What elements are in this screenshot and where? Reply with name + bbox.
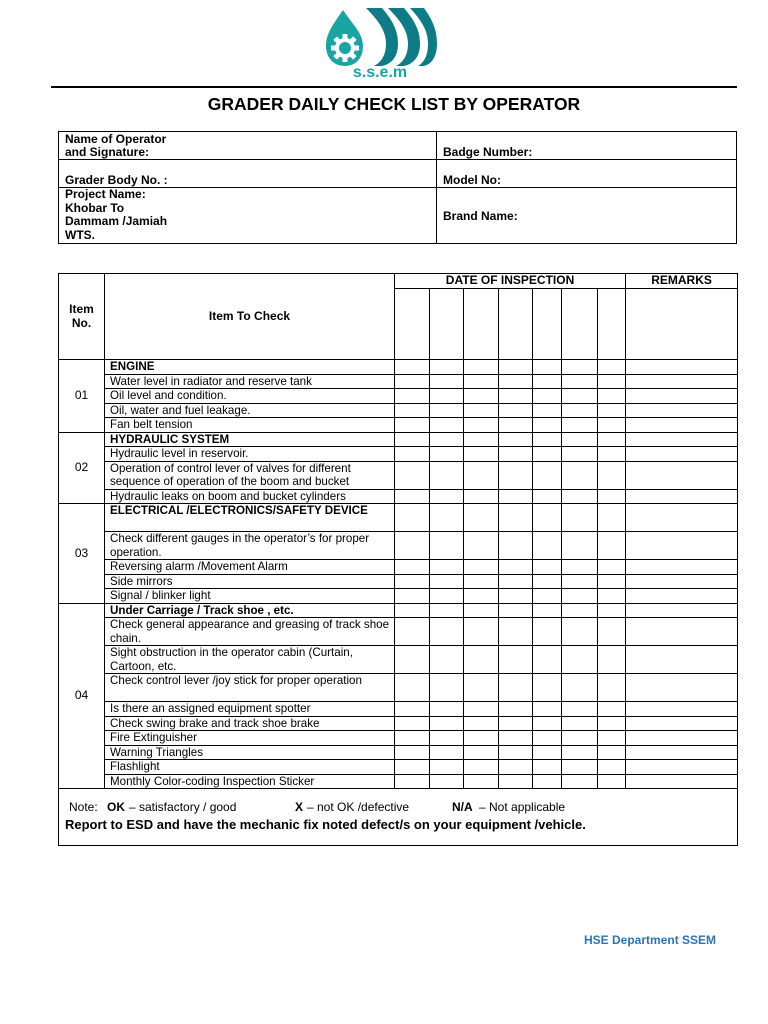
date-check-cell[interactable] xyxy=(430,618,464,646)
item-to-check-header: Item To Check xyxy=(105,274,395,360)
date-check-cell[interactable] xyxy=(499,461,533,489)
check-item: Reversing alarm /Movement Alarm xyxy=(105,560,395,575)
date-check-cell[interactable] xyxy=(499,504,533,532)
badge-number-cell[interactable] xyxy=(437,132,737,160)
checklist-row xyxy=(59,504,738,532)
section-heading: HYDRAULIC SYSTEM xyxy=(105,432,395,447)
check-item: Monthly Color-coding Inspection Sticker xyxy=(105,774,395,789)
date-check-cell[interactable] xyxy=(499,374,533,389)
date-cell[interactable] xyxy=(598,289,626,360)
date-check-cell[interactable] xyxy=(464,418,499,433)
date-check-cell[interactable] xyxy=(598,403,626,418)
checklist-row xyxy=(59,646,738,674)
date-cell[interactable] xyxy=(464,289,499,360)
date-check-cell[interactable] xyxy=(464,674,499,702)
date-check-cell[interactable] xyxy=(395,360,430,375)
remarks-cell[interactable] xyxy=(626,760,738,775)
date-check-cell[interactable] xyxy=(464,716,499,731)
checklist-row xyxy=(59,618,738,646)
date-check-cell[interactable] xyxy=(533,589,562,604)
checklist-row xyxy=(59,403,738,418)
checklist-row xyxy=(59,760,738,775)
date-check-cell[interactable] xyxy=(533,432,562,447)
date-check-cell[interactable] xyxy=(395,603,430,618)
remarks-cell[interactable] xyxy=(626,702,738,717)
report-instruction: Report to ESD and have the mechanic fix noted defect/s on your equipment /vehicle. xyxy=(65,817,586,832)
date-check-cell[interactable] xyxy=(430,716,464,731)
remarks-cell[interactable] xyxy=(626,646,738,674)
check-item: Sight obstruction in the operator cabin (Curtain, Cartoon, etc. xyxy=(105,646,395,674)
section-heading: ENGINE xyxy=(105,360,395,375)
remarks-cell[interactable] xyxy=(626,360,738,375)
date-check-cell[interactable] xyxy=(562,489,598,504)
date-check-cell[interactable] xyxy=(598,389,626,404)
page-title: GRADER DAILY CHECK LIST BY OPERATOR xyxy=(207,94,581,114)
date-check-cell[interactable] xyxy=(395,716,430,731)
date-check-cell[interactable] xyxy=(499,603,533,618)
remarks-cell[interactable] xyxy=(626,461,738,489)
date-check-cell[interactable] xyxy=(562,702,598,717)
date-check-cell[interactable] xyxy=(598,360,626,375)
date-check-cell[interactable] xyxy=(499,774,533,789)
body-no-label: Grader Body No. : xyxy=(65,173,168,187)
date-check-cell[interactable] xyxy=(533,716,562,731)
date-check-cell[interactable] xyxy=(430,560,464,575)
date-check-cell[interactable] xyxy=(499,447,533,462)
date-check-cell[interactable] xyxy=(395,618,430,646)
checklist-row xyxy=(59,461,738,489)
date-check-cell[interactable] xyxy=(562,532,598,560)
note-label: Note: xyxy=(69,800,98,814)
date-check-cell[interactable] xyxy=(464,574,499,589)
checklist-row xyxy=(59,374,738,389)
checklist-row xyxy=(59,574,738,589)
date-check-cell[interactable] xyxy=(598,489,626,504)
date-check-cell[interactable] xyxy=(598,702,626,717)
date-check-cell[interactable] xyxy=(464,447,499,462)
date-check-cell[interactable] xyxy=(499,403,533,418)
date-check-cell[interactable] xyxy=(598,674,626,702)
section-number: 04 xyxy=(59,603,105,789)
remarks-cell[interactable] xyxy=(626,532,738,560)
date-cell[interactable] xyxy=(430,289,464,360)
date-check-cell[interactable] xyxy=(430,760,464,775)
date-check-cell[interactable] xyxy=(395,589,430,604)
checklist-row xyxy=(59,489,738,504)
date-check-cell[interactable] xyxy=(464,774,499,789)
date-check-cell[interactable] xyxy=(499,560,533,575)
remarks-cell[interactable] xyxy=(626,289,738,360)
date-check-cell[interactable] xyxy=(430,489,464,504)
date-check-cell[interactable] xyxy=(499,702,533,717)
check-item: Water level in radiator and reserve tank xyxy=(105,374,395,389)
date-check-cell[interactable] xyxy=(562,589,598,604)
project-line: WTS. xyxy=(65,227,95,242)
date-check-cell[interactable] xyxy=(533,774,562,789)
date-check-cell[interactable] xyxy=(430,702,464,717)
date-check-cell[interactable] xyxy=(464,745,499,760)
date-check-cell[interactable] xyxy=(499,532,533,560)
date-check-cell[interactable] xyxy=(562,716,598,731)
date-check-cell[interactable] xyxy=(395,504,430,532)
date-check-cell[interactable] xyxy=(499,731,533,746)
date-check-cell[interactable] xyxy=(533,731,562,746)
date-check-cell[interactable] xyxy=(395,674,430,702)
date-check-cell[interactable] xyxy=(533,560,562,575)
date-check-cell[interactable] xyxy=(499,432,533,447)
date-check-cell[interactable] xyxy=(499,716,533,731)
remarks-cell[interactable] xyxy=(626,603,738,618)
model-no-cell[interactable] xyxy=(437,160,737,188)
section-number: 02 xyxy=(59,432,105,504)
remarks-cell[interactable] xyxy=(626,403,738,418)
date-cell[interactable] xyxy=(562,289,598,360)
date-check-cell[interactable] xyxy=(395,774,430,789)
date-check-cell[interactable] xyxy=(499,589,533,604)
date-check-cell[interactable] xyxy=(499,760,533,775)
badge-number-label: Badge Number: xyxy=(443,145,533,159)
date-check-cell[interactable] xyxy=(499,418,533,433)
checklist-row xyxy=(59,447,738,462)
date-check-cell[interactable] xyxy=(598,589,626,604)
date-check-cell[interactable] xyxy=(562,574,598,589)
date-check-cell[interactable] xyxy=(598,418,626,433)
date-check-cell[interactable] xyxy=(598,574,626,589)
date-check-cell[interactable] xyxy=(533,574,562,589)
date-check-cell[interactable] xyxy=(430,532,464,560)
remarks-header: REMARKS xyxy=(626,274,738,289)
date-check-cell[interactable] xyxy=(430,731,464,746)
date-check-cell[interactable] xyxy=(533,504,562,532)
date-check-cell[interactable] xyxy=(562,774,598,789)
date-check-cell[interactable] xyxy=(499,646,533,674)
date-check-cell[interactable] xyxy=(562,731,598,746)
date-check-cell[interactable] xyxy=(430,461,464,489)
date-check-cell[interactable] xyxy=(499,489,533,504)
date-check-cell[interactable] xyxy=(562,360,598,375)
date-check-cell[interactable] xyxy=(562,603,598,618)
date-check-cell[interactable] xyxy=(562,504,598,532)
check-item: Oil level and condition. xyxy=(105,389,395,404)
date-check-cell[interactable] xyxy=(533,374,562,389)
date-check-cell[interactable] xyxy=(395,418,430,433)
project-line: Khobar To xyxy=(65,200,125,215)
date-of-inspection-header: DATE OF INSPECTION xyxy=(395,274,626,289)
remarks-cell[interactable] xyxy=(626,447,738,462)
date-check-cell[interactable] xyxy=(598,774,626,789)
checklist-row xyxy=(59,432,738,447)
date-check-cell[interactable] xyxy=(430,389,464,404)
date-check-cell[interactable] xyxy=(562,432,598,447)
date-check-cell[interactable] xyxy=(533,461,562,489)
checklist-row xyxy=(59,716,738,731)
date-check-cell[interactable] xyxy=(562,403,598,418)
remarks-cell[interactable] xyxy=(626,432,738,447)
remarks-cell[interactable] xyxy=(626,560,738,575)
check-item: Oil, water and fuel leakage. xyxy=(105,403,395,418)
date-check-cell[interactable] xyxy=(395,532,430,560)
na-key: N/A xyxy=(452,800,473,814)
date-cell[interactable] xyxy=(499,289,533,360)
model-no-label: Model No: xyxy=(443,173,501,187)
remarks-cell[interactable] xyxy=(626,674,738,702)
date-check-cell[interactable] xyxy=(430,374,464,389)
date-check-cell[interactable] xyxy=(598,560,626,575)
date-check-cell[interactable] xyxy=(533,646,562,674)
date-check-cell[interactable] xyxy=(395,432,430,447)
date-check-cell[interactable] xyxy=(499,745,533,760)
date-check-cell[interactable] xyxy=(464,461,499,489)
legend-line xyxy=(59,789,737,814)
check-item: Check control lever /joy stick for proper operation xyxy=(105,674,395,702)
section-number: 01 xyxy=(59,360,105,433)
date-check-cell[interactable] xyxy=(464,560,499,575)
header-rule xyxy=(51,86,737,88)
date-check-cell[interactable] xyxy=(464,489,499,504)
date-check-cell[interactable] xyxy=(430,745,464,760)
date-check-cell[interactable] xyxy=(395,489,430,504)
footer-department: HSE Department SSEM xyxy=(584,933,717,947)
checklist-row xyxy=(59,389,738,404)
date-cell[interactable] xyxy=(395,289,430,360)
checklist-row xyxy=(59,745,738,760)
date-check-cell[interactable] xyxy=(562,745,598,760)
date-cell[interactable] xyxy=(533,289,562,360)
date-check-cell[interactable] xyxy=(395,646,430,674)
date-check-cell[interactable] xyxy=(430,432,464,447)
date-check-cell[interactable] xyxy=(598,374,626,389)
check-item: Check general appearance and greasing of track shoe chain. xyxy=(105,618,395,646)
date-check-cell[interactable] xyxy=(464,532,499,560)
operator-label-line1: Name of Operator xyxy=(65,132,167,146)
date-check-cell[interactable] xyxy=(499,389,533,404)
item-no-header: Item No. xyxy=(59,274,105,360)
date-check-cell[interactable] xyxy=(533,702,562,717)
date-check-cell[interactable] xyxy=(533,447,562,462)
check-item: Check swing brake and track shoe brake xyxy=(105,716,395,731)
date-check-cell[interactable] xyxy=(533,760,562,775)
date-check-cell[interactable] xyxy=(598,504,626,532)
check-item: Hydraulic level in reservoir. xyxy=(105,447,395,462)
date-check-cell[interactable] xyxy=(395,702,430,717)
check-item: Signal / blinker light xyxy=(105,589,395,604)
section-heading: ELECTRICAL /ELECTRONICS/SAFETY DEVICE xyxy=(105,504,395,532)
date-check-cell[interactable] xyxy=(598,760,626,775)
check-item: Check different gauges in the operator’s for proper operation. xyxy=(105,532,395,560)
remarks-cell[interactable] xyxy=(626,774,738,789)
check-item: Warning Triangles xyxy=(105,745,395,760)
date-check-cell[interactable] xyxy=(598,618,626,646)
checklist-row xyxy=(59,360,738,375)
check-item: Is there an assigned equipment spotter xyxy=(105,702,395,717)
date-check-cell[interactable] xyxy=(533,403,562,418)
check-item: Fan belt tension xyxy=(105,418,395,433)
brand-name-label: Brand Name: xyxy=(443,208,518,223)
date-check-cell[interactable] xyxy=(533,745,562,760)
section-heading: Under Carriage / Track shoe , etc. xyxy=(105,603,395,618)
date-check-cell[interactable] xyxy=(533,532,562,560)
date-check-cell[interactable] xyxy=(395,745,430,760)
date-check-cell[interactable] xyxy=(598,646,626,674)
remarks-cell[interactable] xyxy=(626,589,738,604)
checklist-row xyxy=(59,674,738,702)
date-check-cell[interactable] xyxy=(598,432,626,447)
remarks-cell[interactable] xyxy=(626,731,738,746)
date-check-cell[interactable] xyxy=(598,716,626,731)
date-check-cell[interactable] xyxy=(430,360,464,375)
project-line: Dammam /Jamiah xyxy=(65,214,168,228)
date-check-cell[interactable] xyxy=(430,674,464,702)
date-check-cell[interactable] xyxy=(562,674,598,702)
logo-text: s.s.e.m xyxy=(352,64,408,81)
date-check-cell[interactable] xyxy=(598,447,626,462)
date-check-cell[interactable] xyxy=(533,418,562,433)
date-check-cell[interactable] xyxy=(464,403,499,418)
date-check-cell[interactable] xyxy=(533,489,562,504)
remarks-cell[interactable] xyxy=(626,489,738,504)
date-check-cell[interactable] xyxy=(562,646,598,674)
date-check-cell[interactable] xyxy=(464,589,499,604)
remarks-cell[interactable] xyxy=(626,504,738,532)
date-check-cell[interactable] xyxy=(464,389,499,404)
remarks-cell[interactable] xyxy=(626,618,738,646)
check-item: Hydraulic leaks on boom and bucket cylinders xyxy=(105,489,395,504)
x-text: – not OK /defective xyxy=(307,800,410,814)
date-check-cell[interactable] xyxy=(598,461,626,489)
date-check-cell[interactable] xyxy=(464,646,499,674)
date-check-cell[interactable] xyxy=(464,374,499,389)
checklist-row xyxy=(59,731,738,746)
date-check-cell[interactable] xyxy=(430,603,464,618)
date-check-cell[interactable] xyxy=(598,745,626,760)
date-check-cell[interactable] xyxy=(464,702,499,717)
date-check-cell[interactable] xyxy=(499,360,533,375)
date-check-cell[interactable] xyxy=(562,374,598,389)
remarks-cell[interactable] xyxy=(626,389,738,404)
date-check-cell[interactable] xyxy=(430,403,464,418)
date-check-cell[interactable] xyxy=(464,760,499,775)
na-text: – Not applicable xyxy=(479,800,566,814)
date-check-cell[interactable] xyxy=(533,389,562,404)
checklist-row xyxy=(59,418,738,433)
project-name-cell[interactable] xyxy=(59,188,437,244)
date-check-cell[interactable] xyxy=(395,574,430,589)
remarks-cell[interactable] xyxy=(626,716,738,731)
date-check-cell[interactable] xyxy=(464,432,499,447)
checklist-row xyxy=(59,603,738,618)
operator-info-table xyxy=(58,131,737,244)
date-check-cell[interactable] xyxy=(395,447,430,462)
date-check-cell[interactable] xyxy=(598,731,626,746)
date-check-cell[interactable] xyxy=(430,447,464,462)
date-check-cell[interactable] xyxy=(533,618,562,646)
date-check-cell[interactable] xyxy=(464,618,499,646)
date-check-cell[interactable] xyxy=(395,461,430,489)
date-check-cell[interactable] xyxy=(499,618,533,646)
date-check-cell[interactable] xyxy=(395,374,430,389)
remarks-cell[interactable] xyxy=(626,574,738,589)
date-check-cell[interactable] xyxy=(464,603,499,618)
date-check-cell[interactable] xyxy=(395,731,430,746)
date-check-cell[interactable] xyxy=(562,560,598,575)
section-number: 03 xyxy=(59,504,105,604)
project-line: Project Name: xyxy=(65,187,146,201)
checklist-row xyxy=(59,560,738,575)
remarks-cell[interactable] xyxy=(626,418,738,433)
date-check-cell[interactable] xyxy=(562,418,598,433)
date-check-cell[interactable] xyxy=(598,603,626,618)
date-check-cell[interactable] xyxy=(395,389,430,404)
date-check-cell[interactable] xyxy=(562,461,598,489)
checklist-row xyxy=(59,702,738,717)
check-item: Fire Extinguisher xyxy=(105,731,395,746)
date-check-cell[interactable] xyxy=(562,389,598,404)
checklist-row xyxy=(59,589,738,604)
legend-note xyxy=(59,789,738,846)
date-check-cell[interactable] xyxy=(562,618,598,646)
date-check-cell[interactable] xyxy=(430,418,464,433)
date-check-cell[interactable] xyxy=(598,532,626,560)
date-check-cell[interactable] xyxy=(464,504,499,532)
date-check-cell[interactable] xyxy=(562,447,598,462)
check-item: Side mirrors xyxy=(105,574,395,589)
ok-key: OK xyxy=(107,800,125,814)
date-check-cell[interactable] xyxy=(464,731,499,746)
date-check-cell[interactable] xyxy=(430,574,464,589)
date-check-cell[interactable] xyxy=(533,360,562,375)
x-key: X xyxy=(295,800,304,814)
checklist-row xyxy=(59,774,738,789)
operator-label-line2: and Signature: xyxy=(65,145,150,159)
brand-name-cell[interactable] xyxy=(437,188,737,244)
body-no-cell[interactable] xyxy=(59,160,437,188)
remarks-cell[interactable] xyxy=(626,745,738,760)
date-check-cell[interactable] xyxy=(562,760,598,775)
date-check-cell[interactable] xyxy=(499,674,533,702)
date-check-cell[interactable] xyxy=(395,760,430,775)
operator-name-cell[interactable] xyxy=(59,132,437,160)
date-check-cell[interactable] xyxy=(395,560,430,575)
date-check-cell[interactable] xyxy=(395,403,430,418)
remarks-cell[interactable] xyxy=(626,374,738,389)
inspection-checklist-table xyxy=(58,273,738,846)
date-check-cell[interactable] xyxy=(464,360,499,375)
date-check-cell[interactable] xyxy=(533,603,562,618)
date-check-cell[interactable] xyxy=(499,574,533,589)
date-check-cell[interactable] xyxy=(430,774,464,789)
date-check-cell[interactable] xyxy=(430,589,464,604)
date-check-cell[interactable] xyxy=(430,504,464,532)
date-check-cell[interactable] xyxy=(533,674,562,702)
checklist-row xyxy=(59,532,738,560)
date-check-cell[interactable] xyxy=(430,646,464,674)
check-item: Flashlight xyxy=(105,760,395,775)
ok-text: – satisfactory / good xyxy=(129,800,237,814)
check-item: Operation of control lever of valves for different sequence of operation of the boom and bucket xyxy=(105,461,395,489)
